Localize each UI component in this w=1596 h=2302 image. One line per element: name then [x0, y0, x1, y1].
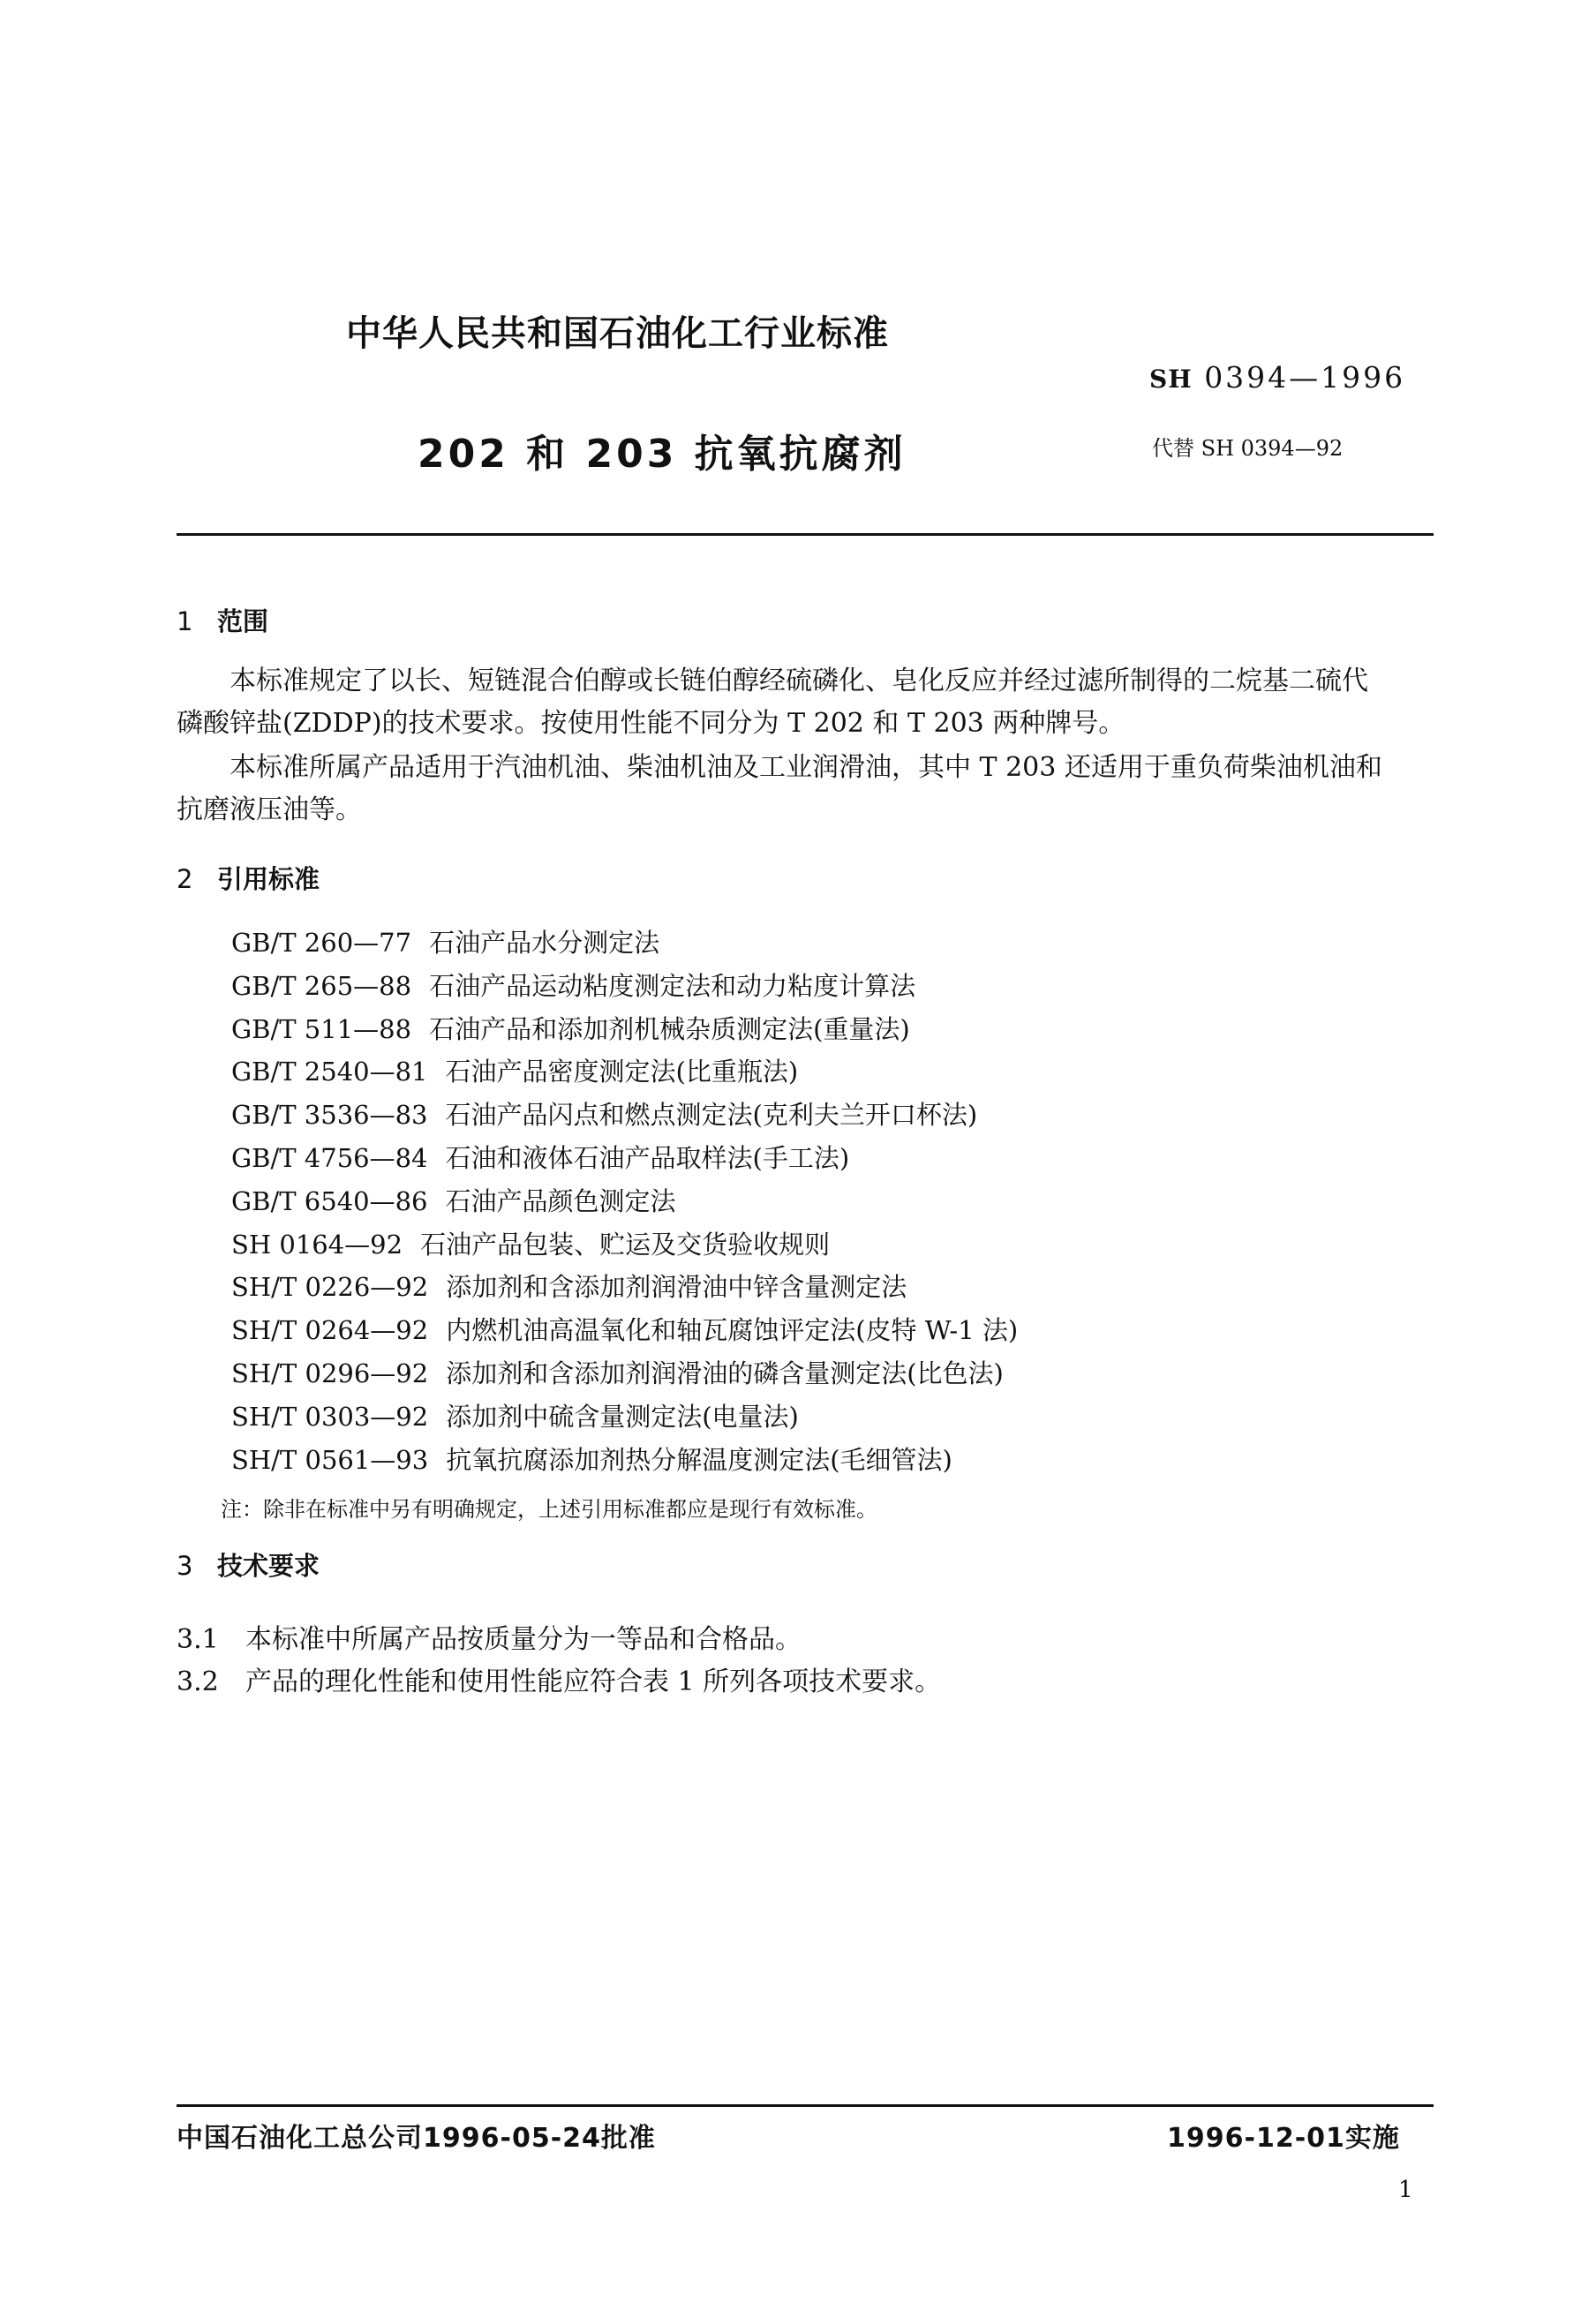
header-divider — [177, 533, 1434, 536]
reference-title: 添加剂和含添加剂润滑油的磷含量测定法(比色法) — [446, 1358, 1004, 1388]
section-number: 3 — [177, 1551, 193, 1581]
section-3-heading — [177, 1546, 320, 1583]
reference-title: 石油产品水分测定法 — [429, 928, 660, 958]
reference-title: 石油和液体石油产品取样法(手工法) — [445, 1142, 850, 1173]
clause-text: 本标准中所属产品按质量分为一等品和合格品。 — [245, 1624, 802, 1655]
reference-code: GB/T 265—88 — [231, 970, 412, 1001]
clause-number: 3.2 — [177, 1666, 219, 1697]
section-title: 技术要求 — [217, 1551, 320, 1581]
requirement-3-1 — [177, 1617, 802, 1656]
reference-title: 石油产品密度测定法(比重瓶法) — [445, 1057, 799, 1087]
reference-item — [231, 1050, 1018, 1094]
reference-item — [231, 1309, 1018, 1352]
reference-title: 内燃机油高温氧化和轴瓦腐蚀评定法(皮特 W-1 法) — [446, 1315, 1019, 1346]
reference-item — [231, 1180, 1018, 1223]
reference-item — [231, 1395, 1018, 1439]
section-number: 1 — [177, 606, 193, 636]
implementation-date: 1996-12-01实施 — [1167, 2123, 1400, 2154]
reference-code: GB/T 2540—81 — [231, 1057, 428, 1087]
reference-code: SH 0164—92 — [231, 1229, 403, 1260]
reference-note: 注：除非在标准中另有明确规定，上述引用标准都应是现行有效标准。 — [221, 1497, 877, 1522]
reference-code: GB/T 3536—83 — [231, 1100, 428, 1131]
reference-code: SH/T 0226—92 — [231, 1272, 429, 1303]
reference-item — [231, 965, 1018, 1008]
reference-title: 添加剂中硫含量测定法(电量法) — [446, 1401, 799, 1432]
reference-item — [231, 1352, 1018, 1395]
reference-title: 添加剂和含添加剂润滑油中锌含量测定法 — [446, 1272, 907, 1303]
scope-para2-line1: 本标准所属产品适用于汽油机油、柴油机油及工业润滑油，其中 T 203 还适用于重负荷柴油机油和 — [230, 752, 1382, 783]
section-title: 范围 — [217, 606, 269, 636]
approval-line: 中国石油化工总公司1996-05-24批准 — [177, 2123, 656, 2154]
reference-title: 石油产品运动粘度测定法和动力粘度计算法 — [429, 970, 916, 1001]
reference-code: GB/T 511—88 — [231, 1013, 412, 1044]
reference-title: 石油产品包装、贮运及交货验收规则 — [420, 1229, 831, 1260]
document-title: 202 和 203 抗氧抗腐剂 — [418, 432, 907, 477]
scope-para1-line2: 磷酸锌盐(ZDDP)的技术要求。按使用性能不同分为 T 202 和 T 203 两种牌号。 — [177, 708, 1125, 739]
reference-item — [231, 1094, 1018, 1137]
requirement-3-2 — [177, 1659, 941, 1698]
page-number: 1 — [1398, 2177, 1413, 2203]
section-title: 引用标准 — [217, 864, 320, 894]
scope-para1-line1: 本标准规定了以长、短链混合伯醇或长链伯醇经硫磷化、皂化反应并经过滤所制得的二烷基二硫代 — [230, 666, 1368, 696]
scope-para2-line2: 抗磨液压油等。 — [177, 794, 362, 825]
reference-code: GB/T 6540—86 — [231, 1185, 428, 1216]
standard-code: 0394—1996 — [1204, 360, 1406, 395]
reference-item — [231, 1439, 1018, 1482]
national-standard-title: 中华人民共和国石油化工行业标准 — [346, 313, 889, 354]
reference-list — [231, 922, 1018, 1481]
section-number: 2 — [177, 864, 193, 894]
reference-item — [231, 1223, 1018, 1267]
reference-code: SH/T 0561—93 — [231, 1444, 429, 1475]
reference-title: 石油产品闪点和燃点测定法(克利夫兰开口杯法) — [445, 1100, 978, 1131]
clause-text: 产品的理化性能和使用性能应符合表 1 所列各项技术要求。 — [245, 1666, 942, 1697]
reference-item — [231, 1137, 1018, 1180]
section-2-heading — [177, 860, 320, 896]
clause-number: 3.1 — [177, 1624, 219, 1655]
replaces-standard: 代替 SH 0394—92 — [1152, 436, 1344, 461]
reference-code: SH/T 0303—92 — [231, 1401, 429, 1432]
reference-code: SH/T 0296—92 — [231, 1358, 429, 1388]
standard-number — [1149, 360, 1405, 395]
reference-item — [231, 1008, 1018, 1051]
reference-code: SH/T 0264—92 — [231, 1315, 429, 1346]
standard-prefix: SH — [1149, 365, 1193, 394]
reference-item — [231, 922, 1018, 965]
reference-code: GB/T 4756—84 — [231, 1142, 428, 1173]
reference-title: 石油产品和添加剂机械杂质测定法(重量法) — [429, 1013, 910, 1044]
reference-title: 石油产品颜色测定法 — [445, 1185, 676, 1216]
reference-code: GB/T 260—77 — [231, 928, 412, 958]
section-1-heading — [177, 602, 268, 638]
reference-item — [231, 1266, 1018, 1309]
reference-title: 抗氧抗腐添加剂热分解温度测定法(毛细管法) — [446, 1444, 952, 1475]
footer-divider — [177, 2104, 1434, 2107]
